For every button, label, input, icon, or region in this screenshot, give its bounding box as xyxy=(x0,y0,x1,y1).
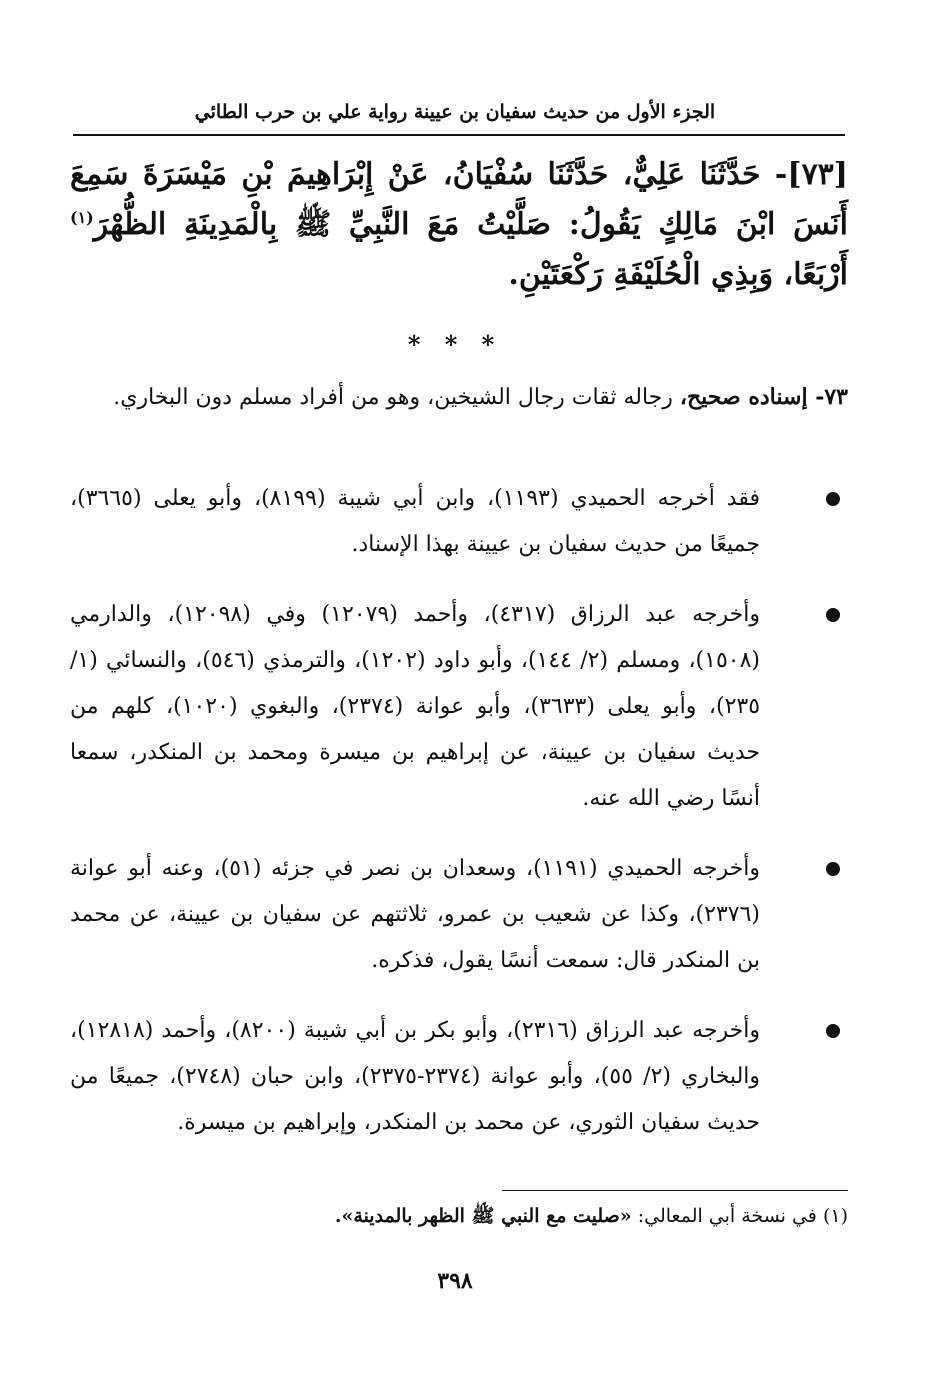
section-separator-stars: * * * xyxy=(407,330,503,359)
hadith-text-block xyxy=(70,150,848,300)
footnote-number: (١) xyxy=(822,1205,848,1227)
page-number: ٣٩٨ xyxy=(437,1268,473,1294)
takhrij-bullet-item xyxy=(70,846,848,984)
takhrij-bullet-item xyxy=(70,476,848,568)
takhrij-bullet-item xyxy=(70,1008,848,1146)
takhrij-intro-text: رجاله ثقات رجال الشيخين، وهو من أفراد مسلم دون البخاري. xyxy=(113,385,680,410)
takhrij-bullet-list xyxy=(70,476,848,1170)
footnote-text: في نسخة أبي المعالي: xyxy=(631,1205,823,1227)
takhrij-intro xyxy=(70,374,848,421)
footnote-quote: «صليت مع النبي ﷺ الظهر بالمدينة». xyxy=(334,1205,632,1227)
takhrij-bullet-item xyxy=(70,592,848,822)
takhrij-bullet-text: وأخرجه عبد الرزاق (٤٣١٧)، وأحمد (١٢٠٧٩) وفي (١٢٠٩٨)، والدارمي (١٥٠٨)، ومسلم (٢/ ١٤٤)، وأبو داود (١٢٠٢)، والترمذي (٥٤٦)، والنسائي (١/ ٢٣٥)، وأبو يعلى (٣٦٣٣)، وأبو عوانة (٢٣٧٤)، والبغوي (١٠٢٠)، كلهم من حديث سفيان بن عيينة، عن إبراهيم بن ميسرة ومحمد بن المنكدر، سمعا أنسًا رضي الله عنه. xyxy=(70,602,761,811)
bullet-dot-icon xyxy=(826,492,840,506)
hadith-text: [٧٣]- حَدَّثَنَا عَلِيٌّ، حَدَّثَنَا سُفْيَانُ، عَنْ إِبْرَاهِيمَ بْنِ مَيْسَرَةَ سَمِعَ أَنَسَ ابْنَ مَالِكٍ يَقُولُ: صَلَّيْتُ مَعَ النَّبِيِّ ﷺ بِالْمَدِينَةِ الظُّهْرَ xyxy=(70,157,848,242)
footnote-marker[interactable]: (١) xyxy=(70,208,94,227)
running-header-title: الجزء الأول من حديث سفيان بن عيينة رواية علي بن حرب الطائي xyxy=(194,101,716,123)
takhrij-verdict: ٧٣- إسناده صحيح، xyxy=(679,384,848,410)
footnote-divider xyxy=(502,1190,848,1191)
bullet-dot-icon xyxy=(826,862,840,876)
takhrij-bullet-text: وأخرجه الحميدي (١١٩١)، وسعدان بن نصر في جزئه (٥١)، وعنه أبو عوانة (٢٣٧٦)، وكذا عن شعيب بن عمرو، ثلاثتهم عن سفيان بن عيينة، عن محمد بن المنكدر قال: سمعت أنسًا يقول، فذكره. xyxy=(70,856,760,973)
takhrij-bullet-text: فقد أخرجه الحميدي (١١٩٣)، وابن أبي شيبة (٨١٩٩)، وأبو يعلى (٣٦٦٥)، جميعًا من حديث سفيان بن عيينة بهذا الإسناد. xyxy=(70,486,760,557)
header-divider xyxy=(73,134,845,136)
bullet-dot-icon xyxy=(826,1024,840,1038)
footnote xyxy=(70,1200,848,1232)
bullet-dot-icon xyxy=(826,608,840,622)
takhrij-bullet-text: وأخرجه عبد الرزاق (٢٣١٦)، وأبو بكر بن أبي شيبة (٨٢٠٠)، وأحمد (١٢٨١٨)، والبخاري (٢/ ٥٥)، وأبو عوانة (٢٣٧٤-٢٣٧٥)، وابن حبان (٢٧٤٨)، جميعًا من حديث سفيان الثوري، عن محمد بن المنكدر، وإبراهيم بن ميسرة. xyxy=(70,1018,761,1135)
hadith-text-continued: أَرْبَعًا، وَبِذِي الْحُلَيْفَةِ رَكْعَتَيْنِ. xyxy=(508,257,848,292)
